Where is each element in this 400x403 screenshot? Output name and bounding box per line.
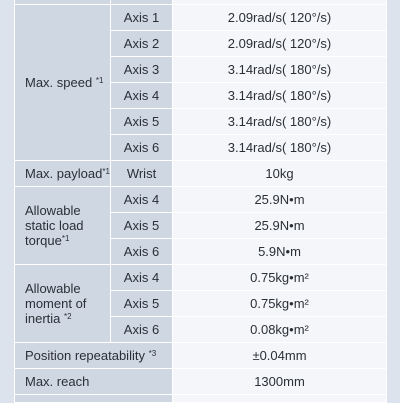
table-row	[15, 395, 387, 403]
label-line: inertia	[25, 311, 61, 326]
max-speed-value: 2.09rad/s( 120°/s)	[173, 31, 387, 57]
torque-value: 25.9N•m	[173, 213, 387, 239]
spec-sheet	[14, 0, 386, 400]
axis-label: Axis 6	[111, 239, 173, 265]
label-line: static load	[25, 218, 84, 233]
static-load-torque-label	[15, 187, 111, 265]
table-row	[15, 187, 387, 213]
max-payload-label-text: Max. payload	[25, 166, 103, 181]
footnote-mark: *2	[64, 312, 72, 321]
table-row	[15, 343, 387, 369]
table-row	[15, 5, 387, 31]
axis-label: Axis 4	[111, 83, 173, 109]
position-repeatability-value: ±0.04mm	[173, 343, 387, 369]
axis-label: Axis 5	[111, 109, 173, 135]
spec-table	[14, 0, 387, 403]
inertia-value: 0.75kg•m²	[173, 265, 387, 291]
label-line: Allowable	[25, 281, 81, 296]
torque-value: 5.9N•m	[173, 239, 387, 265]
max-reach-label: Max. reach	[15, 369, 173, 395]
position-repeatability-label-text: Position repeatability	[25, 348, 145, 363]
max-speed-value: 3.14rad/s( 180°/s)	[173, 57, 387, 83]
max-speed-label-text: Max. speed	[25, 75, 93, 90]
max-speed-value: 3.14rad/s( 180°/s)	[173, 135, 387, 161]
axis-label: Axis 2	[111, 31, 173, 57]
label-line: moment of	[25, 296, 87, 311]
moment-of-inertia-label	[15, 265, 111, 343]
table-row	[15, 369, 387, 395]
footnote-mark: *3	[148, 349, 157, 358]
max-speed-value: 2.09rad/s( 120°/s)	[173, 5, 387, 31]
axis-label: Axis 4	[111, 265, 173, 291]
axis-label: Axis 6	[111, 317, 173, 343]
axis-label: Axis 5	[111, 213, 173, 239]
footnote-mark: *1	[95, 76, 104, 85]
axis-label: Axis 6	[111, 135, 173, 161]
torque-value: 25.9N•m	[173, 187, 387, 213]
position-repeatability-label	[15, 343, 173, 369]
max-speed-label	[15, 5, 111, 161]
payload-location: Wrist	[111, 161, 173, 187]
footnote-mark: *1	[102, 167, 110, 176]
inertia-value: 0.08kg•m²	[173, 317, 387, 343]
footnote-mark: *1	[61, 234, 70, 243]
max-payload-value: 10kg	[173, 161, 387, 187]
max-speed-value: 3.14rad/s( 180°/s)	[173, 83, 387, 109]
label-line: torque	[25, 233, 62, 248]
axis-label: Axis 5	[111, 291, 173, 317]
table-row	[15, 161, 387, 187]
next-row-cell	[173, 395, 387, 403]
axis-label: Axis 1	[111, 5, 173, 31]
table-row	[15, 265, 387, 291]
inertia-value: 0.75kg•m²	[173, 291, 387, 317]
max-reach-value: 1300mm	[173, 369, 387, 395]
max-payload-label	[15, 161, 111, 187]
axis-label: Axis 3	[111, 57, 173, 83]
axis-label: Axis 4	[111, 187, 173, 213]
max-speed-value: 3.14rad/s( 180°/s)	[173, 109, 387, 135]
label-line: Allowable	[25, 203, 81, 218]
next-row-cell	[15, 395, 173, 403]
